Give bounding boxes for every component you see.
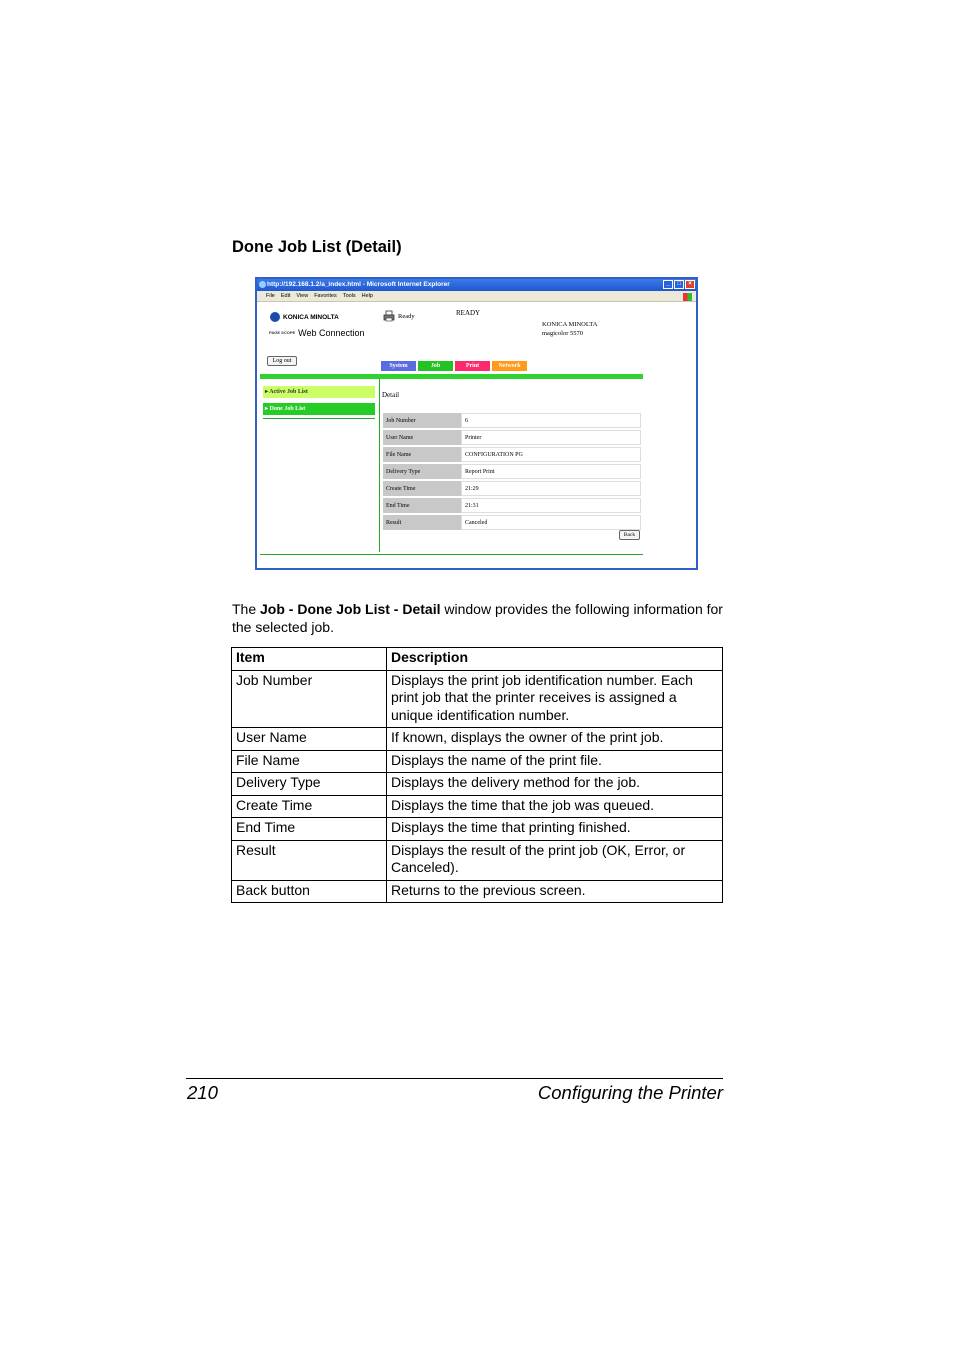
item-cell: Job Number: [232, 670, 387, 728]
menu-file[interactable]: File: [266, 293, 275, 299]
item-cell: Result: [232, 840, 387, 880]
item-cell: File Name: [232, 750, 387, 773]
table-row: [232, 750, 723, 773]
logout-button[interactable]: Log out: [267, 356, 297, 366]
browser-menu-bar: [257, 291, 696, 302]
description-cell: Displays the print job identification number. Each print job that the printer receives is assigned a unique identification number.: [387, 670, 723, 728]
printer-status-small: Ready: [398, 313, 415, 320]
model-name: magicolor 5570: [542, 330, 583, 337]
intro-post: window provides the following information for the selected job.: [232, 601, 723, 635]
model-brand: KONICA MINOLTA: [542, 321, 598, 328]
menu-edit[interactable]: Edit: [280, 293, 291, 299]
page-number: 210: [187, 1082, 218, 1103]
brand-name: KONICA MINOLTA: [283, 313, 339, 321]
tab-system[interactable]: System: [381, 361, 416, 371]
table-row: [232, 670, 723, 728]
table-row: [383, 498, 641, 513]
detail-key: Job Number: [383, 413, 461, 428]
detail-key: File Name: [383, 447, 461, 462]
item-cell: End Time: [232, 818, 387, 841]
description-cell: Displays the time that printing finished.: [387, 818, 723, 841]
description-cell: Displays the name of the print file.: [387, 750, 723, 773]
table-row: [383, 515, 641, 530]
detail-value: 21:29: [461, 481, 641, 496]
description-cell: Displays the result of the print job (OK, Error, or Canceled).: [387, 840, 723, 880]
description-cell: If known, displays the owner of the print job.: [387, 728, 723, 751]
browser-screenshot: [255, 277, 698, 570]
table-header-row: [232, 648, 723, 671]
tab-job[interactable]: Job: [418, 361, 453, 371]
tab-network[interactable]: Network: [492, 361, 527, 371]
maximize-icon[interactable]: □: [674, 280, 684, 289]
detail-value: CONFIGURATION PG: [461, 447, 641, 462]
table-row: [232, 795, 723, 818]
window-controls: [663, 280, 695, 289]
detail-value: 21:31: [461, 498, 641, 513]
table-row: [383, 413, 641, 428]
menu-view[interactable]: View: [296, 293, 309, 299]
item-cell: Delivery Type: [232, 773, 387, 796]
table-row: [383, 481, 641, 496]
detail-value: 6: [461, 413, 641, 428]
description-cell: Returns to the previous screen.: [387, 880, 723, 903]
nav-divider: [263, 418, 375, 419]
konica-minolta-logo: [270, 312, 339, 322]
description-cell: Displays the delivery method for the job.: [387, 773, 723, 796]
printer-status: READY: [456, 309, 481, 317]
detail-key: End Time: [383, 498, 461, 513]
menu-tools[interactable]: Tools: [342, 293, 356, 299]
content-top-bar: [260, 374, 643, 379]
nav-label: Active Job List: [269, 389, 308, 395]
chapter-title: Configuring the Printer: [537, 1082, 723, 1103]
item-cell: Back button: [232, 880, 387, 903]
detail-key: User Name: [383, 430, 461, 445]
table-row: [232, 818, 723, 841]
pagescope-logo: [269, 328, 365, 338]
intro-pre: The: [232, 601, 261, 617]
menu-favorites[interactable]: Favorites: [314, 293, 337, 299]
web-connection-label: Web Connection: [298, 328, 365, 338]
detail-key: Result: [383, 515, 461, 530]
browser-title-bar: [257, 279, 696, 291]
konica-minolta-globe-icon: [270, 312, 280, 322]
table-row: [232, 728, 723, 751]
table-row: [232, 880, 723, 903]
table-row: [383, 447, 641, 462]
detail-value: Printer: [461, 430, 641, 445]
intro-window-name: Job - Done Job List - Detail: [260, 601, 441, 617]
close-icon[interactable]: ×: [685, 280, 695, 289]
detail-key: Create Time: [383, 481, 461, 496]
content-divider: [379, 379, 380, 552]
detail-value: Report Print: [461, 464, 641, 479]
windows-logo-icon: [683, 293, 692, 301]
detail-key: Delivery Type: [383, 464, 461, 479]
table-row: [232, 773, 723, 796]
content-bottom-bar: [260, 554, 643, 555]
description-cell: Displays the time that the job was queued.: [387, 795, 723, 818]
nav-active-job-list[interactable]: ▸ Active Job List: [263, 386, 375, 398]
table-row: [383, 464, 641, 479]
nav-label: Done Job List: [269, 406, 306, 412]
printer-icon: [383, 310, 395, 322]
detail-value: Canceled: [461, 515, 641, 530]
column-header-item: Item: [232, 648, 387, 671]
back-button[interactable]: Back: [619, 530, 640, 540]
footer-rule: [186, 1078, 723, 1079]
table-row: [232, 840, 723, 880]
tab-print[interactable]: Print: [455, 361, 490, 371]
detail-title: Detail: [382, 391, 400, 399]
table-row: [383, 430, 641, 445]
internet-explorer-icon: [259, 281, 266, 288]
section-heading: Done Job List (Detail): [232, 238, 402, 256]
pagescope-label: PAGE SCOPE: [269, 330, 296, 335]
menu-help[interactable]: Help: [361, 293, 373, 299]
main-tabs: [381, 361, 527, 371]
item-description-table: [231, 647, 723, 903]
column-header-description: Description: [387, 648, 723, 671]
detail-table: [383, 411, 641, 532]
nav-done-job-list[interactable]: ▸ Done Job List: [263, 403, 375, 415]
item-cell: User Name: [232, 728, 387, 751]
minimize-icon[interactable]: _: [663, 280, 673, 289]
intro-paragraph: [232, 601, 732, 636]
browser-title: http://192.168.1.2/a_index.html - Microsoft Internet Explorer: [267, 281, 450, 288]
item-cell: Create Time: [232, 795, 387, 818]
printer-model: [542, 320, 597, 338]
